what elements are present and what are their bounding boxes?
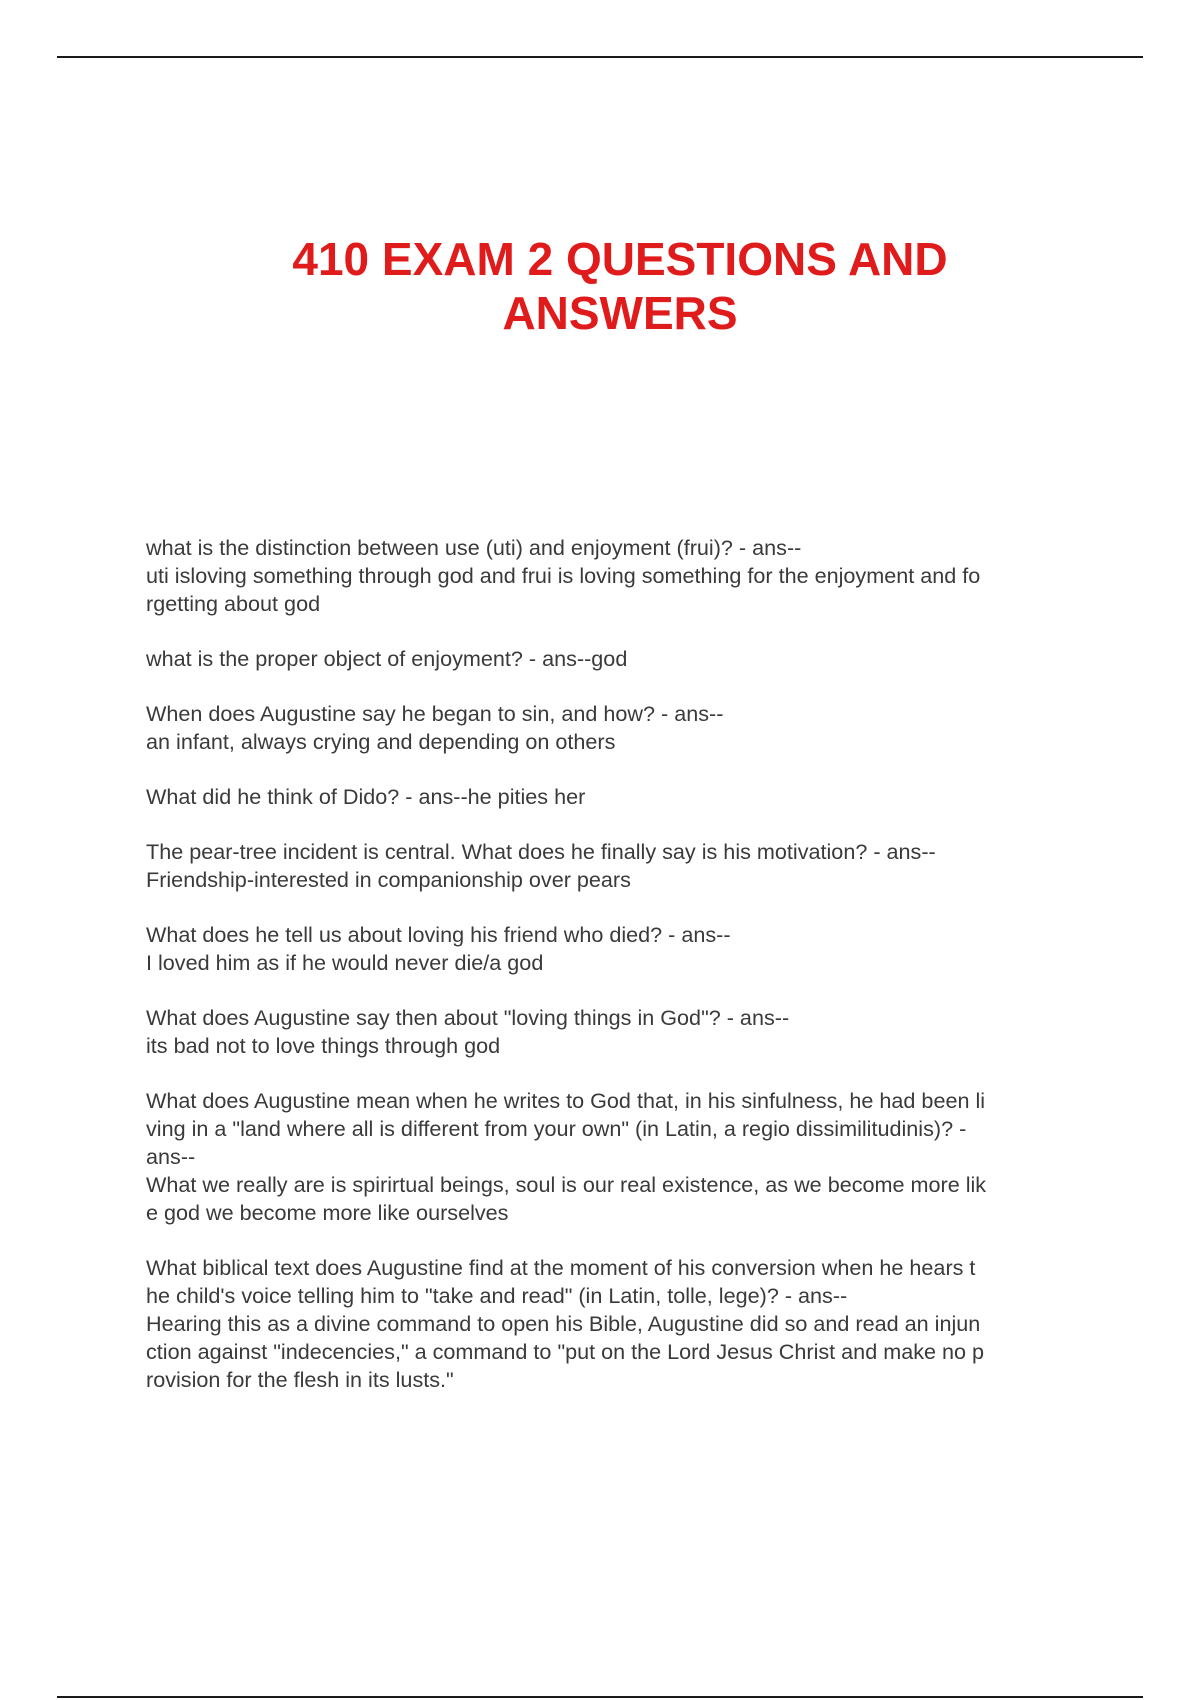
qa-text-line: rovision for the flesh in its lusts." (146, 1367, 454, 1392)
qa-item (146, 783, 1091, 811)
qa-text-line: What we really are is spirirtual beings, soul is our real existence, as we become more lik (146, 1172, 987, 1197)
qa-item (146, 1254, 1091, 1394)
qa-text-line: What did he think of Dido? - ans--he pities her (146, 784, 586, 809)
qa-text-line: I loved him as if he would never die/a god (146, 950, 544, 975)
qa-item (146, 1087, 1091, 1227)
qa-text-line: What biblical text does Augustine find at the moment of his conversion when he hears t (146, 1255, 976, 1280)
top-divider (57, 56, 1143, 58)
document-title (100, 232, 1140, 340)
qa-list (146, 534, 1091, 1421)
qa-item (146, 1004, 1091, 1060)
qa-item (146, 700, 1091, 756)
qa-text-line: What does Augustine mean when he writes to God that, in his sinfulness, he had been li (146, 1088, 986, 1113)
qa-item (146, 534, 1091, 618)
qa-item (146, 921, 1091, 977)
qa-text-line: ving in a "land where all is different from your own" (in Latin, a regio dissimilitudinis)? - (146, 1116, 967, 1141)
qa-text-line: its bad not to love things through god (146, 1033, 501, 1058)
qa-text-line: Friendship-interested in companionship over pears (146, 867, 631, 892)
qa-text-line: what is the proper object of enjoyment? - ans--god (146, 646, 628, 671)
qa-text-line: an infant, always crying and depending on others (146, 729, 616, 754)
qa-text-line: uti isloving something through god and frui is loving something for the enjoyment and fo (146, 563, 981, 588)
qa-text-line: rgetting about god (146, 591, 321, 616)
qa-text-line: ans-- (146, 1144, 196, 1169)
qa-text-line: he child's voice telling him to "take and read" (in Latin, tolle, lege)? - ans-- (146, 1283, 848, 1308)
qa-text-line: What does he tell us about loving his friend who died? - ans-- (146, 922, 731, 947)
qa-text-line: ction against "indecencies," a command to "put on the Lord Jesus Christ and make no p (146, 1339, 985, 1364)
qa-item (146, 645, 1091, 673)
title-line: 410 EXAM 2 QUESTIONS AND (292, 233, 948, 285)
qa-text-line: What does Augustine say then about "loving things in God"? - ans-- (146, 1005, 790, 1030)
qa-text-line: what is the distinction between use (uti) and enjoyment (frui)? - ans-- (146, 535, 802, 560)
qa-text-line: Hearing this as a divine command to open his Bible, Augustine did so and read an injun (146, 1311, 981, 1336)
qa-text-line: The pear-tree incident is central. What does he finally say is his motivation? - ans-- (146, 839, 936, 864)
title-line: ANSWERS (502, 287, 738, 339)
qa-item (146, 838, 1091, 894)
qa-text-line: When does Augustine say he began to sin, and how? - ans-- (146, 701, 724, 726)
bottom-divider (57, 1696, 1143, 1698)
qa-text-line: e god we become more like ourselves (146, 1200, 509, 1225)
